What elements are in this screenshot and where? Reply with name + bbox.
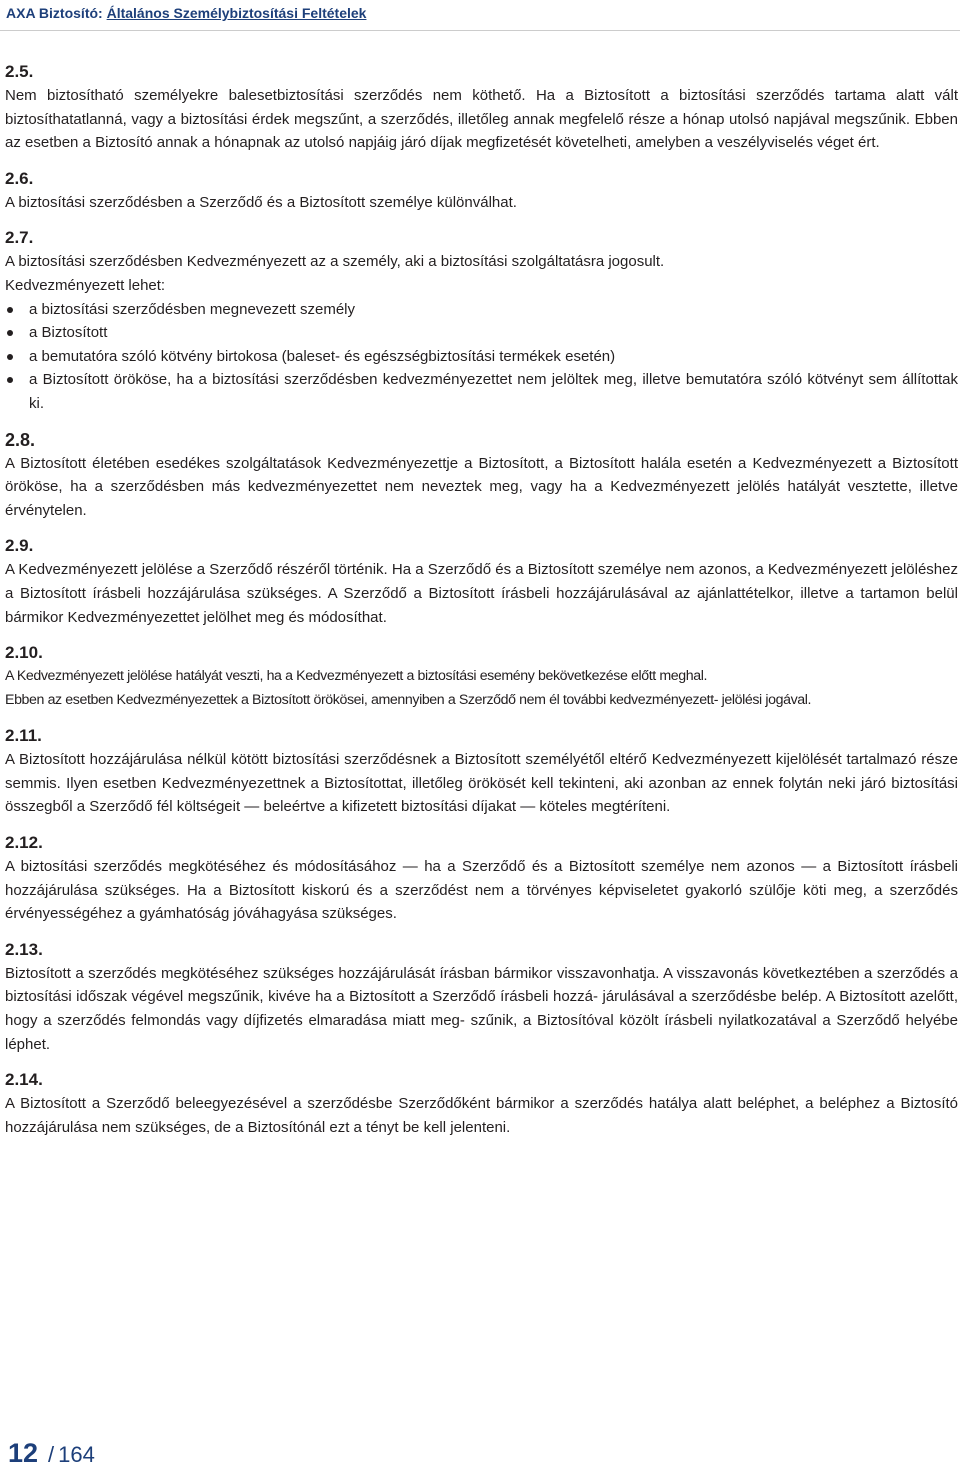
section-number: 2.7. [5,228,34,248]
section-2-9 [5,534,958,629]
section-2-10 [5,641,958,712]
section-number: 2.12. [5,833,43,853]
page-footer [8,1438,95,1469]
page-total: 164 [58,1442,95,1467]
section-2-13 [5,938,958,1056]
section-number: 2.8. [5,429,36,450]
section-2-11 [5,724,958,819]
section-text: A biztosítási szerződésben a Szerződő és a Biztosított személye különválhat. [5,193,517,211]
section-2-7 [5,226,958,415]
page-number: 12 [8,1438,39,1468]
section-text: A Kedvezményezett jelölése hatályát veszti, ha a Kedvezményezett a biztosítási esemény bekövetkezése előtt meghal. [5,668,708,685]
page-separator: / [48,1442,55,1467]
bullet-icon [7,307,13,313]
section-text: A Kedvezményezett jelölése a Szerződő részéről történik. Ha a Szerződő és a Biztosított személye nem azonos, a Kedvezményezett jelöléshez a Biztosított írásbeli hozzájárulása szükséges. A Szerződő a Biztosított írásbeli hozzájárulásával az ajánlattételkor, illetve a tartamon belül bármikor Kedvezményezettet jelölhet meg és módosíthat. [5,561,958,626]
section-number: 2.13. [5,939,43,959]
list-intro: Kedvezményezett lehet: [5,276,166,294]
list-item: a bemutatóra szóló kötvény birtokosa (baleset- és egészségbiztosítási termékek esetén) [5,345,958,369]
section-2-12 [5,831,958,926]
section-number: 2.10. [5,643,43,663]
section-text: A biztosítási szerződés megkötéséhez és módosításához — ha a Szerződő és a Biztosított személye nem azonos — a Biztosított írásbeli hozzájárulása szükséges. Ha a Biztosított kiskorú és a szerződést nem a törvényes képviseletet gyakorló szülője köti meg, a szerződés érvényességéhez a gyámhatóság jóváhagyása szükséges. [5,858,958,923]
beneficiary-list [5,298,958,416]
section-text: A Biztosított életében esedékes szolgáltatások Kedvezményezettje a Biztosított, a Biztosított halála esetén a Kedvezményezett a Biztosított örököse, ha a szerződésben más kedvezményezettet nem neveztek meg, vagy ha a Kedvezményezett jelölés hatályát vesztette, illetve érvénytelen. [5,454,958,519]
bullet-icon [7,354,13,360]
section-text: A Biztosított hozzájárulása nélkül kötött biztosítási szerződésnek a Biztosított személyétől eltérő Kedvezményezett kijelölését tartalmazó része semmis. Ilyen esetben Kedvezményezettnek a Biztosítottat, illetőleg örökösét kell tekinteni, aki azonban az ennek folytán neki járó biztosítási összegből a Szerződő fél költségeit — beleértve a kifizetett biztosítási díjakat — köteles megtéríteni. [5,751,958,816]
header-document-link[interactable]: Általános Személybiztosítási Feltételek [106,5,367,21]
section-2-14 [5,1068,958,1139]
page-header [6,5,366,21]
section-number: 2.5. [5,62,34,81]
header-prefix: AXA Biztosító: [6,5,107,21]
section-text: Biztosított a szerződés megkötéséhez szükséges hozzájárulását írásban bármikor visszavonhatja. A visszavonás következtében a szerződés a biztosítási időszak végével megszűnik, kivéve ha a Biztosított a Szerződő írásbeli hozzá- járulásával a szerződésbe belép. A Biztosított azelőtt, hogy a szerződés felmondás vagy díjfizetés elmaradása miatt meg- szűnik, a Biztosítóval közölt írásbeli nyilatkozatával a Szerződő helyébe léphet. [5,964,958,1053]
section-text: Ebben az esetben Kedvezményezettek a Biztosított örökösei, amennyiben a Szerződő nem él további kedvezményezett- jelölési jogával. [5,691,812,708]
list-item: a Biztosított [5,321,958,345]
bullet-icon [7,330,13,336]
section-2-5 [5,60,958,155]
section-number: 2.11. [5,726,42,746]
section-number: 2.6. [5,168,34,188]
header-divider [0,30,960,31]
bullet-icon [7,377,13,383]
section-2-8 [5,428,958,523]
document-body [5,60,958,1151]
section-text: A Biztosított a Szerződő beleegyezésével a szerződésbe Szerződőként bármikor a szerződés hatálya alatt beléphet, a beléphez a Biztosító hozzájárulása nem szükséges, de a Biztosítónál ezt a tényt be kell jelenteni. [5,1095,958,1136]
list-item: a biztosítási szerződésben megnevezett személy [5,298,958,322]
section-2-6 [5,167,958,215]
section-text: Nem biztosítható személyekre balesetbiztosítási szerződés nem köthető. Ha a Biztosított a biztosítási szerződés tartama alatt vált biztosíthatatlanná, vagy a biztosítási érdek megszűnt, a szerződés, illetőleg annak megfelelő része a hónap utolsó napjával megszűnik. Ebben az esetben a Biztosító annak a hónapnak az utolsó napjáig járó díjak megfizetését követelheti, amelyben a veszélyviselés véget ért. [5,87,958,152]
section-text: A biztosítási szerződésben Kedvezményezett az a személy, aki a biztosítási szolgáltatásra jogosult. [5,253,665,271]
section-number: 2.14. [5,1070,43,1090]
list-item: a Biztosított örököse, ha a biztosítási szerződésben kedvezményezettet nem jelöltek meg, illetve bemutatóra szóló kötvényt sem állítottak ki. [5,368,958,415]
section-number: 2.9. [5,536,34,556]
